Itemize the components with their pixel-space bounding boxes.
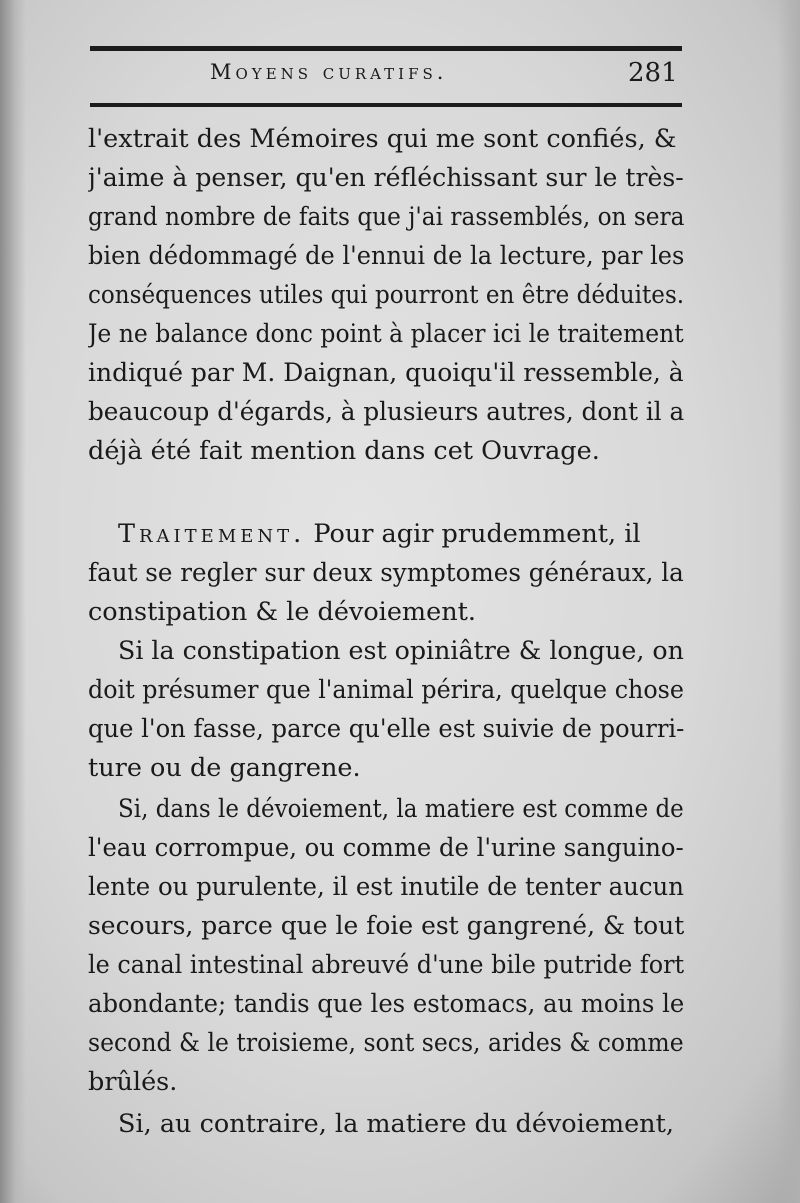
line-fit: constipation & le dévoiement. (88, 597, 476, 627)
text-line (88, 276, 684, 315)
line-fit: conséquences utiles qui pourront en être déduites. (88, 280, 684, 310)
line-fit: bien dédommagé de l'ennui de la lecture, par les (88, 241, 684, 271)
line-fit: l'eau corrompue, ou comme de l'urine sanguino- (88, 833, 684, 863)
line-fit: faut se regler sur deux symptomes généraux, la (88, 558, 684, 588)
text-line (88, 749, 684, 788)
line-fit: grand nombre de faits que j'ai rassemblés, on sera (88, 202, 684, 232)
line-fit: j'aime à penser, qu'en réfléchissant sur le très- (88, 163, 684, 193)
line-fit: le canal intestinal abreuvé d'une bile putride fort (88, 950, 684, 980)
line-fit: déjà été fait mention dans cet Ouvrage. (88, 436, 600, 466)
line-fit: abondante; tandis que les estomacs, au moins le (88, 989, 684, 1019)
paragraph-traitement (88, 515, 684, 632)
text-line (88, 1063, 684, 1102)
paragraph-1 (88, 120, 684, 471)
line-fit: Je ne balance donc point à placer ici le traitement (88, 319, 684, 349)
text-line (88, 1105, 684, 1144)
line-fit: Si, dans le dévoiement, la matiere est comme de (118, 794, 684, 824)
text-line (88, 432, 684, 471)
text-line (88, 1024, 684, 1063)
line-fit: second & le troisieme, sont secs, arides & comme (88, 1028, 684, 1058)
paragraph-5 (88, 1105, 684, 1144)
section-lead: Traitement. (118, 519, 306, 549)
text-line (88, 393, 684, 432)
text-line (88, 868, 684, 907)
line-fit: secours, parce que le foie est gangrené, & tout (88, 911, 684, 941)
text-line (88, 237, 684, 276)
text-line (88, 829, 684, 868)
text-line (88, 985, 684, 1024)
text-line (88, 554, 684, 593)
text-line (88, 315, 684, 354)
page-edge-shadow (778, 0, 800, 1203)
line-fit: Si, au contraire, la matiere du dévoiement, (118, 1109, 674, 1139)
text-line (88, 159, 684, 198)
line-fit: brûlés. (88, 1067, 178, 1097)
text-line (88, 710, 684, 749)
text-line (88, 632, 684, 671)
line-fit (118, 515, 641, 554)
page-gutter-shadow (0, 0, 26, 1203)
line-fit: beaucoup d'égards, à plusieurs autres, dont il a (88, 397, 684, 427)
running-head: Moyens curatifs. (210, 60, 448, 84)
line-fit: l'extrait des Mémoires qui me sont confiés, & (88, 124, 677, 154)
text-line (88, 907, 684, 946)
text-line (88, 120, 684, 159)
paragraph-4 (88, 790, 684, 1102)
text-line (88, 946, 684, 985)
line-fit: ture ou de gangrene. (88, 753, 361, 783)
text-line (88, 790, 684, 829)
text-line (88, 515, 684, 554)
page-number: 281 (628, 58, 678, 88)
line-fit: lente ou purulente, il est inutile de tenter aucun (88, 872, 684, 902)
paragraph-3 (88, 632, 684, 788)
text-line (88, 198, 684, 237)
text-line (88, 593, 684, 632)
header-rule-bottom (90, 103, 682, 107)
header-rule-top (90, 46, 682, 51)
line-fit: doit présumer que l'animal périra, quelque chose (88, 675, 684, 705)
line-fit: indiqué par M. Daignan, quoiqu'il ressemble, à (88, 358, 684, 388)
text-run: Pour agir prudemment, il (313, 519, 641, 549)
line-fit: que l'on fasse, parce qu'elle est suivie de pourri- (88, 714, 684, 744)
text-line (88, 671, 684, 710)
text-line (88, 354, 684, 393)
line-fit: Si la constipation est opiniâtre & longue, on (118, 636, 684, 666)
